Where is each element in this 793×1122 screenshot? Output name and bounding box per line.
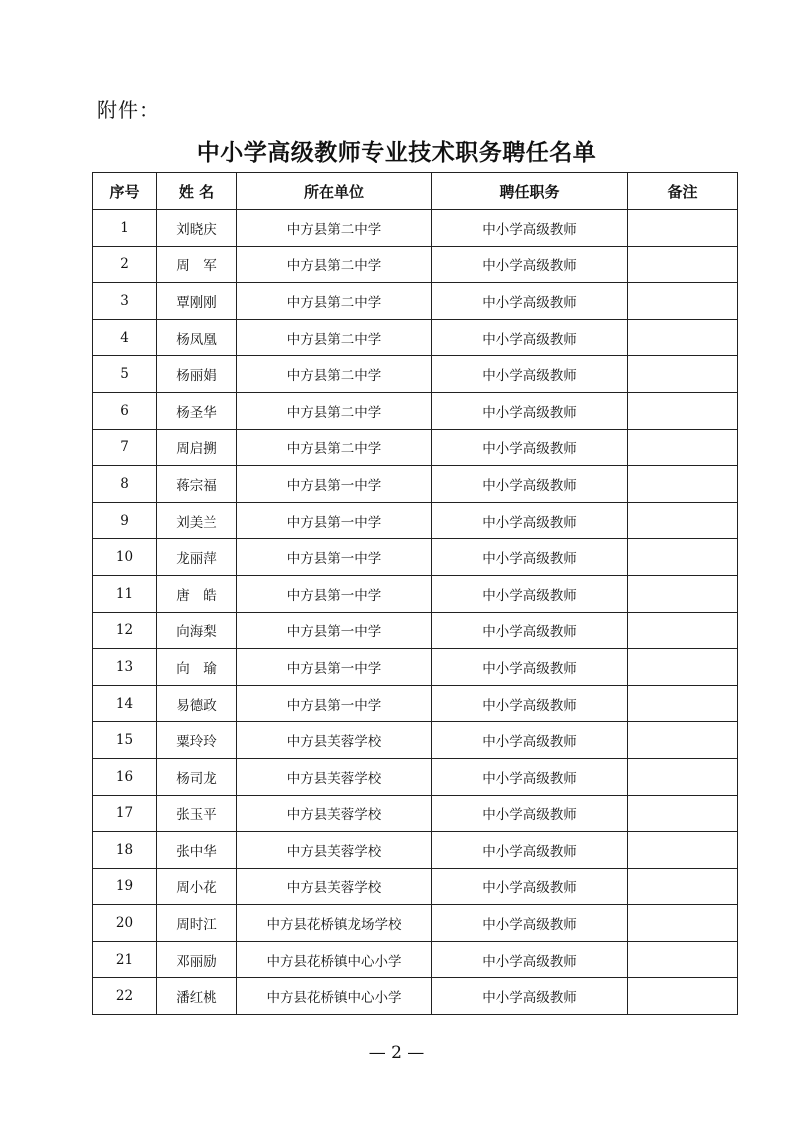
cell-position: 中小学高级教师 <box>432 685 628 722</box>
cell-remarks <box>628 319 738 356</box>
cell-name: 向 瑜 <box>157 649 237 686</box>
header-position: 聘任职务 <box>432 173 628 210</box>
cell-remarks <box>628 575 738 612</box>
cell-unit: 中方县花桥镇龙场学校 <box>237 905 432 942</box>
cell-unit: 中方县第一中学 <box>237 685 432 722</box>
table-row <box>93 722 738 759</box>
cell-position: 中小学高级教师 <box>432 758 628 795</box>
table-row <box>93 758 738 795</box>
cell-unit: 中方县第二中学 <box>237 392 432 429</box>
cell-remarks <box>628 978 738 1015</box>
cell-unit: 中方县第二中学 <box>237 283 432 320</box>
cell-remarks <box>628 722 738 759</box>
cell-unit: 中方县花桥镇中心小学 <box>237 941 432 978</box>
cell-name: 龙丽萍 <box>157 539 237 576</box>
cell-serial-number: 15 <box>93 722 157 759</box>
appointment-table <box>92 172 738 1015</box>
cell-serial-number: 14 <box>93 685 157 722</box>
cell-unit: 中方县花桥镇中心小学 <box>237 978 432 1015</box>
header-name: 姓 名 <box>157 173 237 210</box>
cell-unit: 中方县第二中学 <box>237 429 432 466</box>
table-row <box>93 283 738 320</box>
cell-serial-number: 21 <box>93 941 157 978</box>
cell-position: 中小学高级教师 <box>432 210 628 247</box>
cell-remarks <box>628 502 738 539</box>
cell-name: 周小花 <box>157 868 237 905</box>
table-row <box>93 466 738 503</box>
cell-position: 中小学高级教师 <box>432 392 628 429</box>
cell-position: 中小学高级教师 <box>432 795 628 832</box>
cell-unit: 中方县芙蓉学校 <box>237 758 432 795</box>
cell-serial-number: 13 <box>93 649 157 686</box>
cell-name: 向海梨 <box>157 612 237 649</box>
cell-name: 粟玲玲 <box>157 722 237 759</box>
cell-position: 中小学高级教师 <box>432 941 628 978</box>
cell-name: 邓丽励 <box>157 941 237 978</box>
table-row <box>93 575 738 612</box>
cell-position: 中小学高级教师 <box>432 283 628 320</box>
cell-name: 周启搠 <box>157 429 237 466</box>
table-row <box>93 539 738 576</box>
cell-serial-number: 6 <box>93 392 157 429</box>
cell-remarks <box>628 246 738 283</box>
cell-serial-number: 22 <box>93 978 157 1015</box>
cell-name: 杨凤凰 <box>157 319 237 356</box>
cell-position: 中小学高级教师 <box>432 612 628 649</box>
cell-unit: 中方县第一中学 <box>237 612 432 649</box>
cell-remarks <box>628 758 738 795</box>
cell-serial-number: 10 <box>93 539 157 576</box>
cell-position: 中小学高级教师 <box>432 246 628 283</box>
cell-position: 中小学高级教师 <box>432 575 628 612</box>
cell-remarks <box>628 868 738 905</box>
cell-remarks <box>628 356 738 393</box>
cell-name: 张玉平 <box>157 795 237 832</box>
cell-position: 中小学高级教师 <box>432 502 628 539</box>
table-row <box>93 868 738 905</box>
cell-serial-number: 3 <box>93 283 157 320</box>
cell-position: 中小学高级教师 <box>432 649 628 686</box>
cell-name: 刘晓庆 <box>157 210 237 247</box>
cell-name: 杨圣华 <box>157 392 237 429</box>
table-row <box>93 502 738 539</box>
cell-serial-number: 17 <box>93 795 157 832</box>
cell-remarks <box>628 685 738 722</box>
table-row <box>93 649 738 686</box>
cell-unit: 中方县第一中学 <box>237 539 432 576</box>
cell-unit: 中方县芙蓉学校 <box>237 722 432 759</box>
cell-serial-number: 2 <box>93 246 157 283</box>
table-row <box>93 612 738 649</box>
document-title: 中小学高级教师专业技术职务聘任名单 <box>196 140 597 166</box>
cell-name: 杨司龙 <box>157 758 237 795</box>
cell-position: 中小学高级教师 <box>432 905 628 942</box>
cell-serial-number: 5 <box>93 356 157 393</box>
header-remarks: 备注 <box>628 173 738 210</box>
cell-position: 中小学高级教师 <box>432 319 628 356</box>
cell-unit: 中方县第二中学 <box>237 319 432 356</box>
cell-remarks <box>628 429 738 466</box>
cell-serial-number: 9 <box>93 502 157 539</box>
cell-serial-number: 19 <box>93 868 157 905</box>
cell-unit: 中方县第一中学 <box>237 649 432 686</box>
cell-serial-number: 4 <box>93 319 157 356</box>
cell-remarks <box>628 210 738 247</box>
cell-unit: 中方县第二中学 <box>237 246 432 283</box>
cell-name: 覃刚刚 <box>157 283 237 320</box>
cell-serial-number: 12 <box>93 612 157 649</box>
table-row <box>93 832 738 869</box>
cell-position: 中小学高级教师 <box>432 832 628 869</box>
cell-remarks <box>628 466 738 503</box>
cell-position: 中小学高级教师 <box>432 466 628 503</box>
cell-remarks <box>628 539 738 576</box>
cell-remarks <box>628 905 738 942</box>
cell-unit: 中方县第二中学 <box>237 210 432 247</box>
cell-position: 中小学高级教师 <box>432 356 628 393</box>
cell-name: 周 军 <box>157 246 237 283</box>
cell-position: 中小学高级教师 <box>432 978 628 1015</box>
header-serial-number: 序号 <box>93 173 157 210</box>
cell-remarks <box>628 283 738 320</box>
table-row <box>93 210 738 247</box>
attachment-label: 附件： <box>97 98 160 122</box>
table-row <box>93 685 738 722</box>
table-row <box>93 429 738 466</box>
cell-name: 潘红桃 <box>157 978 237 1015</box>
table-row <box>93 356 738 393</box>
cell-name: 周时江 <box>157 905 237 942</box>
cell-remarks <box>628 612 738 649</box>
table-header-row <box>93 173 738 210</box>
cell-position: 中小学高级教师 <box>432 868 628 905</box>
cell-unit: 中方县芙蓉学校 <box>237 795 432 832</box>
cell-position: 中小学高级教师 <box>432 722 628 759</box>
table-row <box>93 795 738 832</box>
cell-serial-number: 18 <box>93 832 157 869</box>
page-number: — 2 — <box>368 1043 425 1063</box>
table-row <box>93 246 738 283</box>
header-unit: 所在单位 <box>237 173 432 210</box>
cell-serial-number: 1 <box>93 210 157 247</box>
cell-unit: 中方县芙蓉学校 <box>237 868 432 905</box>
table-row <box>93 978 738 1015</box>
table-row <box>93 319 738 356</box>
cell-position: 中小学高级教师 <box>432 429 628 466</box>
cell-unit: 中方县芙蓉学校 <box>237 832 432 869</box>
cell-unit: 中方县第一中学 <box>237 502 432 539</box>
table-body <box>93 210 738 1015</box>
cell-serial-number: 8 <box>93 466 157 503</box>
cell-name: 刘美兰 <box>157 502 237 539</box>
table-row <box>93 905 738 942</box>
table-row <box>93 941 738 978</box>
cell-remarks <box>628 941 738 978</box>
cell-name: 杨丽娟 <box>157 356 237 393</box>
cell-unit: 中方县第一中学 <box>237 466 432 503</box>
cell-position: 中小学高级教师 <box>432 539 628 576</box>
cell-serial-number: 11 <box>93 575 157 612</box>
table-row <box>93 392 738 429</box>
cell-unit: 中方县第一中学 <box>237 575 432 612</box>
cell-remarks <box>628 795 738 832</box>
cell-unit: 中方县第二中学 <box>237 356 432 393</box>
cell-name: 蒋宗福 <box>157 466 237 503</box>
cell-remarks <box>628 392 738 429</box>
cell-name: 易德政 <box>157 685 237 722</box>
cell-serial-number: 16 <box>93 758 157 795</box>
cell-remarks <box>628 649 738 686</box>
cell-name: 唐 皓 <box>157 575 237 612</box>
cell-name: 张中华 <box>157 832 237 869</box>
cell-remarks <box>628 832 738 869</box>
cell-serial-number: 7 <box>93 429 157 466</box>
cell-serial-number: 20 <box>93 905 157 942</box>
